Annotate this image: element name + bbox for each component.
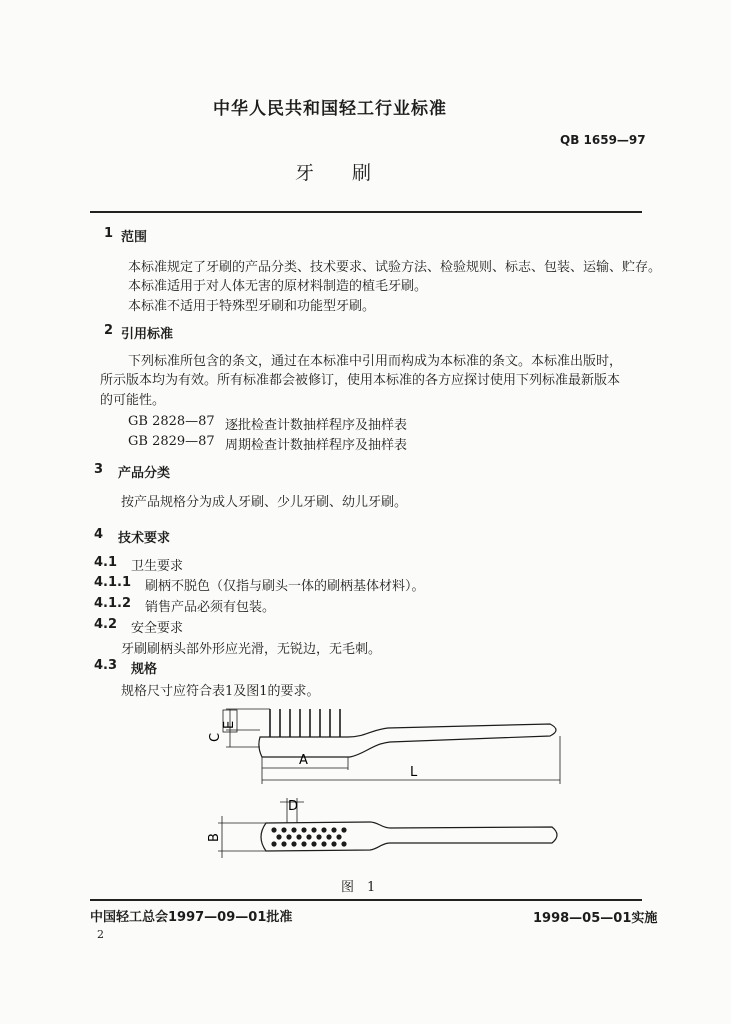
section-3-line-1: 按产品规格分为成人牙刷、少儿牙刷、幼儿牙刷。 bbox=[121, 495, 408, 510]
figure-caption: 图 1 bbox=[341, 880, 376, 895]
item-4-1-1-text: 刷柄不脱色（仅指与刷头一体的刷柄基体材料）。 bbox=[145, 579, 425, 594]
item-4-1-2-number: 4.1.2 bbox=[94, 596, 132, 611]
document-title: 牙 刷 bbox=[295, 162, 372, 184]
section-4-number: 4 bbox=[94, 527, 104, 542]
header-rule bbox=[90, 211, 642, 213]
page-number: 2 bbox=[97, 928, 104, 941]
section-1-line-2: 本标准适用于对人体无害的原材料制造的植毛牙刷。 bbox=[128, 279, 428, 294]
dim-label-a: A bbox=[299, 753, 308, 768]
reference-2-code: GB 2829—87 bbox=[128, 434, 215, 449]
bristle-tufts bbox=[270, 709, 340, 737]
implementation-line: 1998—05—01实施 bbox=[533, 911, 658, 926]
approval-line: 中国轻工总会1997—09—01批准 bbox=[90, 910, 293, 925]
reference-2-name: 周期检查计数抽样程序及抽样表 bbox=[225, 438, 408, 453]
section-1-line-1: 本标准规定了牙刷的产品分类、技术要求、试验方法、检验规则、标志、包装、运输、贮存。 bbox=[128, 260, 662, 275]
section-1-line-3: 本标准不适用于特殊型牙刷和功能型牙刷。 bbox=[128, 299, 376, 314]
spec-text: 规格尺寸应符合表1及图1的要求。 bbox=[121, 684, 320, 699]
section-1-title: 范围 bbox=[121, 230, 148, 245]
footer-rule bbox=[90, 899, 642, 901]
section-3-number: 3 bbox=[94, 462, 104, 477]
top-view-brush-outline bbox=[261, 822, 557, 851]
safety-text: 牙刷刷柄头部外形应光滑，无锐边，无毛刺。 bbox=[121, 642, 382, 657]
section-3-title: 产品分类 bbox=[118, 466, 171, 481]
dim-label-b: B bbox=[207, 833, 222, 842]
dim-label-d: D bbox=[288, 799, 299, 814]
dim-label-c: C bbox=[208, 732, 223, 742]
section-2-number: 2 bbox=[104, 323, 114, 338]
item-4-1-number: 4.1 bbox=[94, 555, 118, 570]
item-4-1-1-number: 4.1.1 bbox=[94, 575, 132, 590]
item-4-2-number: 4.2 bbox=[94, 617, 118, 632]
standard-code: QB 1659—97 bbox=[560, 133, 646, 147]
reference-1-name: 逐批检查计数抽样程序及抽样表 bbox=[225, 418, 408, 433]
bristle-holes bbox=[271, 827, 346, 846]
item-4-3-number: 4.3 bbox=[94, 658, 118, 673]
reference-1-code: GB 2828—87 bbox=[128, 414, 215, 429]
dim-label-l: L bbox=[410, 765, 418, 780]
item-4-2-text: 安全要求 bbox=[131, 621, 184, 636]
item-4-1-2-text: 销售产品必须有包装。 bbox=[145, 600, 276, 615]
section-4-title: 技术要求 bbox=[118, 531, 171, 546]
section-2-line-1: 下列标准所包含的条文，通过在本标准中引用而构成为本标准的条文。本标准出版时， bbox=[128, 354, 623, 369]
item-4-3-title: 规格 bbox=[131, 662, 158, 677]
section-1-number: 1 bbox=[104, 226, 114, 241]
item-4-1-text: 卫生要求 bbox=[131, 559, 184, 574]
section-2-line-3: 的可能性。 bbox=[100, 393, 166, 408]
dim-label-e: E bbox=[222, 720, 237, 729]
toothbrush-figure bbox=[200, 700, 590, 890]
org-title: 中华人民共和国轻工行业标准 bbox=[213, 99, 447, 119]
section-2-line-2: 所示版本均为有效。所有标准都会被修订，使用本标准的各方应探讨使用下列标准最新版本 bbox=[100, 373, 621, 388]
section-2-title: 引用标准 bbox=[121, 327, 174, 342]
